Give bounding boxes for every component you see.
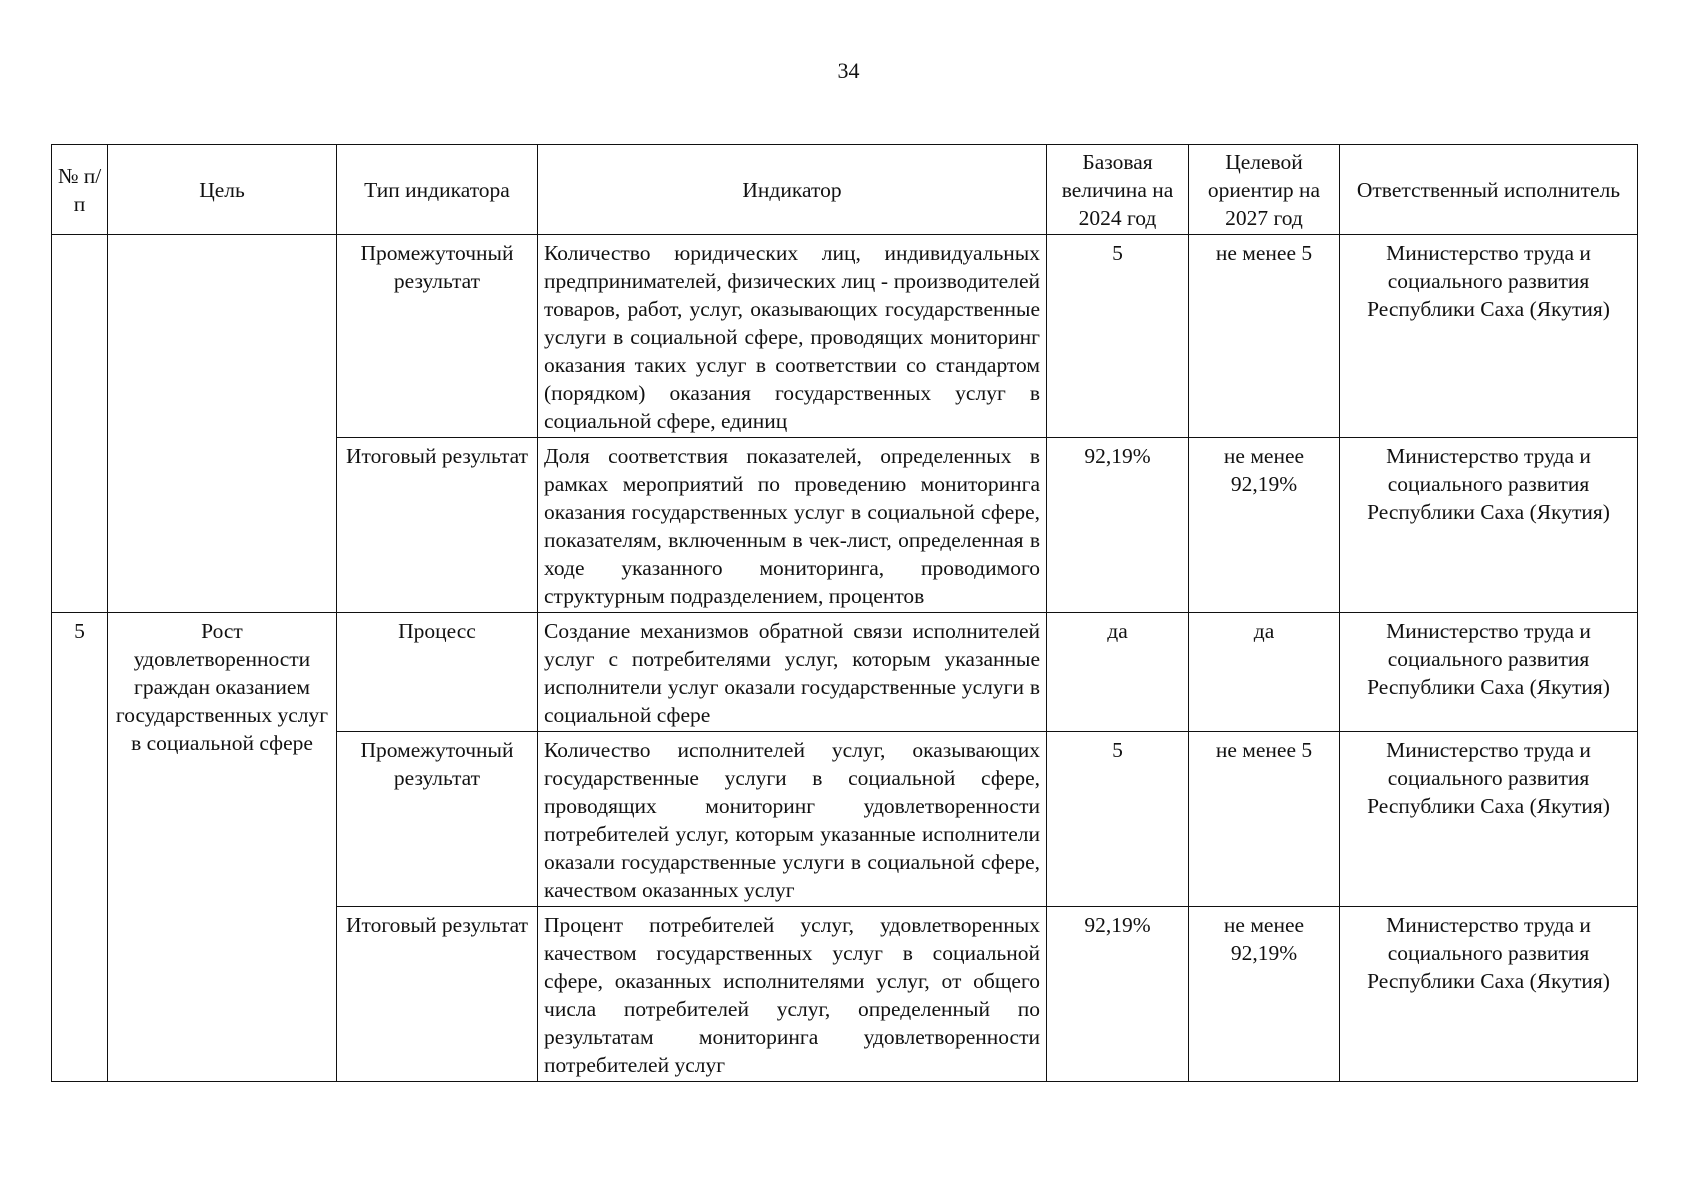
base-cell: 5 (1047, 732, 1189, 907)
target-cell: не менее 5 (1189, 235, 1340, 438)
indicator-cell: Создание механизмов обратной связи исполнителей услуг с потребителями услуг, которым указанные исполнители услуг оказали государственные услуги в социальной сфере (538, 613, 1047, 732)
target-cell: не менее 92,19% (1189, 907, 1340, 1082)
num-cell (52, 235, 108, 613)
responsible-cell: Министерство труда и социального развития Республики Саха (Якутия) (1340, 732, 1638, 907)
goal-cell (108, 235, 337, 613)
base-cell: 92,19% (1047, 907, 1189, 1082)
type-cell: Процесс (337, 613, 538, 732)
responsible-cell: Министерство труда и социального развития Республики Саха (Якутия) (1340, 235, 1638, 438)
type-cell: Промежуточный результат (337, 732, 538, 907)
indicator-cell: Доля соответствия показателей, определенных в рамках мероприятий по проведению мониторинга оказания государственных услуг в социальной сфере, показателям, включенным в чек-лист, определенная в ходе указанного мониторинга, проводимого структурным подразделением, процентов (538, 438, 1047, 613)
header-type: Тип индикатора (337, 145, 538, 235)
type-cell: Итоговый результат (337, 438, 538, 613)
header-responsible: Ответственный исполнитель (1340, 145, 1638, 235)
indicators-table (51, 144, 1638, 1082)
header-target: Целевой ориентир на 2027 год (1189, 145, 1340, 235)
indicator-cell: Процент потребителей услуг, удовлетворенных качеством государственных услуг в социальной сфере, оказанных исполнителями услуг, от общего числа потребителей услуг, определенный по результатам мониторинга удовлетворенности потребителей услуг (538, 907, 1047, 1082)
target-cell: не менее 5 (1189, 732, 1340, 907)
table-body (52, 235, 1638, 1082)
table-row (52, 613, 1638, 732)
table-header (52, 145, 1638, 235)
header-row (52, 145, 1638, 235)
base-cell: 92,19% (1047, 438, 1189, 613)
type-cell: Итоговый результат (337, 907, 538, 1082)
header-indicator: Индикатор (538, 145, 1047, 235)
header-goal: Цель (108, 145, 337, 235)
target-cell: не менее 92,19% (1189, 438, 1340, 613)
type-cell: Промежуточный результат (337, 235, 538, 438)
goal-cell: Рост удовлетворенности граждан оказанием государственных услуг в социальной сфере (108, 613, 337, 1082)
responsible-cell: Министерство труда и социального развития Республики Саха (Якутия) (1340, 613, 1638, 732)
num-cell: 5 (52, 613, 108, 1082)
responsible-cell: Министерство труда и социального развития Республики Саха (Якутия) (1340, 907, 1638, 1082)
base-cell: 5 (1047, 235, 1189, 438)
table-row (52, 235, 1638, 438)
indicator-cell: Количество юридических лиц, индивидуальных предпринимателей, физических лиц - производителей товаров, работ, услуг, оказывающих государственные услуги в социальной сфере, проводящих мониторинг оказания таких услуг в соответствии со стандартом (порядком) оказания государственных услуг в социальной сфере, единиц (538, 235, 1047, 438)
indicator-cell: Количество исполнителей услуг, оказывающих государственные услуги в социальной сфере, проводящих мониторинг удовлетворенности потребителей услуг, которым указанные исполнители оказали государственные услуги в социальной сфере, качеством оказанных услуг (538, 732, 1047, 907)
base-cell: да (1047, 613, 1189, 732)
header-num: № п/п (52, 145, 108, 235)
header-base: Базовая величина на 2024 год (1047, 145, 1189, 235)
page-number: 34 (837, 58, 860, 83)
responsible-cell: Министерство труда и социального развития Республики Саха (Якутия) (1340, 438, 1638, 613)
target-cell: да (1189, 613, 1340, 732)
